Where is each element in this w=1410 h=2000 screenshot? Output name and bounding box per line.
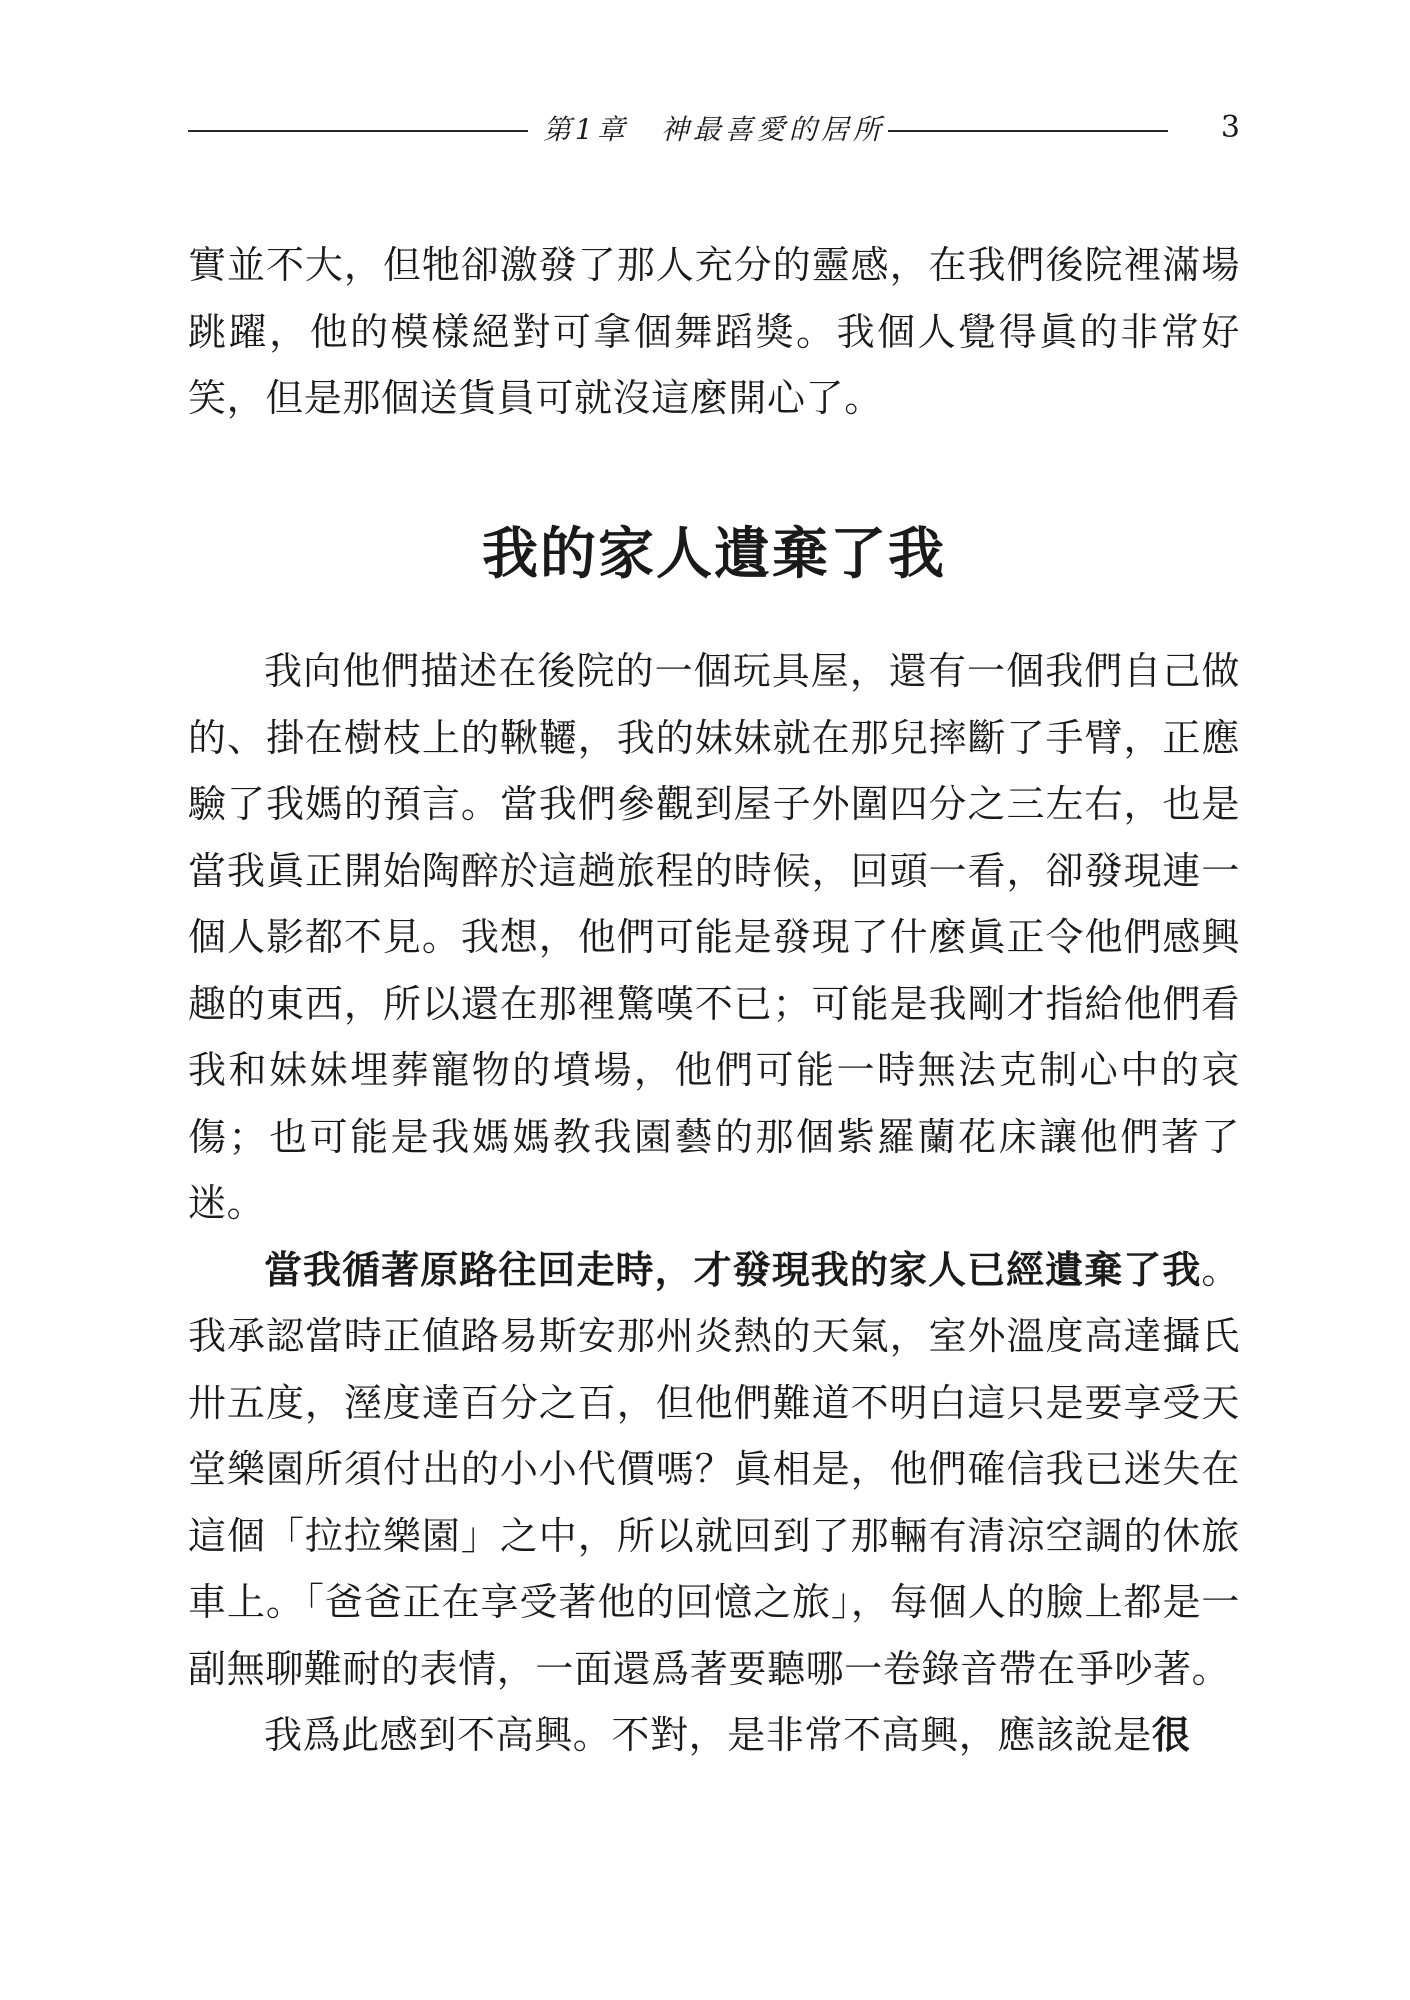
header-rule-right (888, 130, 1168, 132)
body-text (188, 638, 1240, 1769)
header-rule-left (188, 130, 528, 132)
running-header (188, 108, 1240, 154)
paragraph-family-abandoned (188, 1237, 1240, 1703)
section-title: 我的家人遺棄了我 (482, 522, 946, 587)
emphasized-sentence: 當我循著原路往回走時，才發現我的家人已經遺棄了我 (264, 1247, 1202, 1292)
paragraph-backyard-tour: 我向他們描述在後院的一個玩具屋，還有一個我們自己做的、掛在樹枝上的鞦韆，我的妹妹就在那兒摔斷了手臂，正應驗了我媽的預言。當我們參觀到屋子外圍四分之三左右，也是當我眞正開始陶醉於這趟旅程的時候，回頭一看，卻發現連一個人影都不見。我想，他們可能是發現了什麼眞正令他們感興趣的東西，所以還在那裡驚嘆不已；可能是我剛才指給他們看我和妹妹埋葬寵物的墳場，他們可能一時無法克制心中的哀傷；也可能是我媽媽教我園藝的那個紫羅蘭花床讓他們著了迷。 (188, 649, 1240, 1225)
paragraph-family-abandoned-text: 。我承認當時正値路易斯安那州炎熱的天氣，室外溫度高達攝氏卅五度，溼度達百分之百，但他們難道不明白這只是要享受天堂樂園所須付出的小小代價嗎？眞相是，他們確信我已迷失在這個「拉拉樂園」之中，所以就回到了那輛有清涼空調的休旅車上。「爸爸正在享受著他的回憶之旅」，每個人的臉上都是一副無聊難耐的表情，一面還爲著要聽哪一卷錄音帶在爭吵著。 (188, 1247, 1240, 1691)
page-number: 3 (1220, 110, 1240, 145)
paragraph-not-happy (188, 1702, 1240, 1769)
running-head-title: 第1章 神最喜愛的居所 (543, 113, 885, 146)
paragraph-not-happy-text: 我爲此感到不高興。不對，是非常不高興，應該說是 (264, 1713, 1152, 1757)
emphasized-word: 很 (1151, 1713, 1191, 1757)
paragraph-continued-text: 實並不大，但牠卻激發了那人充分的靈感，在我們後院裡滿場跳躍，他的模樣絕對可拿個舞蹈獎。我個人覺得眞的非常好笑，但是那個送貨員可就沒這麼開心了。 (188, 243, 1240, 420)
continued-paragraph (188, 232, 1240, 432)
